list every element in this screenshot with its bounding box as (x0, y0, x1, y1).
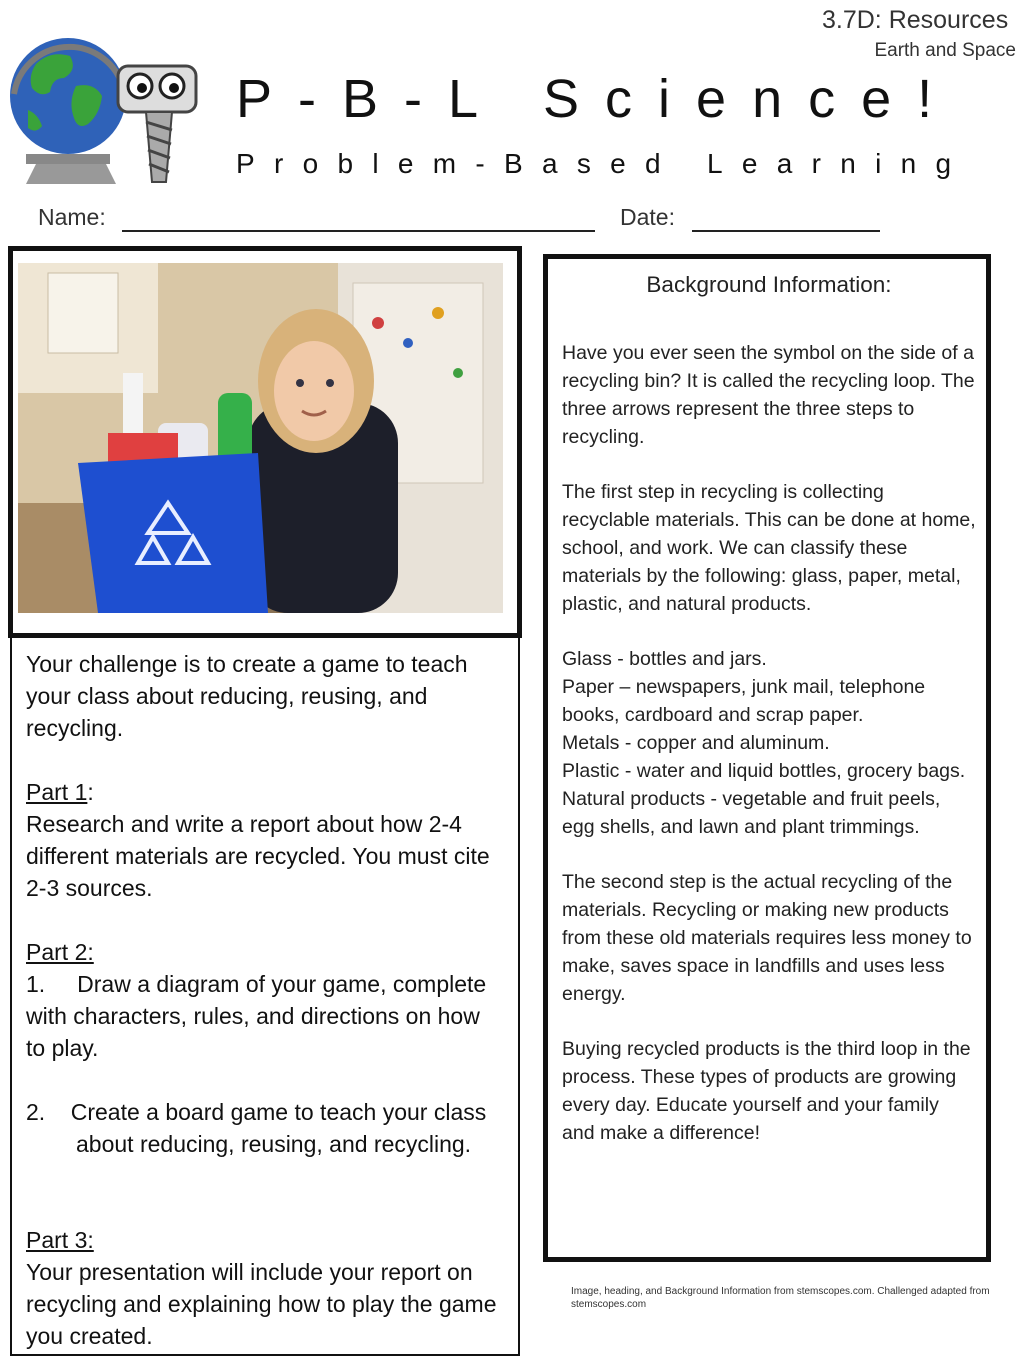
page-title: P-B-L Science! (236, 69, 959, 129)
part2-heading: Part 2: (26, 939, 94, 965)
part1-colon: : (87, 779, 94, 805)
part1-heading: Part 1 (26, 779, 88, 805)
date-label: Date: (620, 204, 675, 230)
part2-item-2-line-2: about reducing, reusing, and recycling. (76, 1131, 472, 1157)
name-line (122, 230, 595, 232)
background-paragraph-4: Buying recycled products is the third loop in the process. These types of products are growing every day. Educate yourself and your family and make a difference! (562, 1038, 971, 1144)
part1-heading-line (26, 776, 504, 808)
challenge-box (10, 636, 520, 1356)
background-info-box (543, 254, 991, 1262)
recycling-girl-photo (18, 263, 503, 613)
part3-text: Your presentation will include your report on recycling and explaining how to play the game you created. (26, 1259, 497, 1349)
material-glass: Glass - bottles and jars. (562, 648, 767, 670)
photo-frame (8, 246, 522, 638)
challenge-intro: Your challenge is to create a game to teach your class about reducing, reusing, and recycling. (26, 651, 468, 741)
subject-label: Earth and Space (874, 40, 1016, 61)
material-paper: Paper – newspapers, junk mail, telephone books, cardboard and scrap paper. (562, 676, 926, 726)
background-paragraph-2: The first step in recycling is collecting recyclable materials. This can be done at home, school, and work. We can classify these materials by the following: glass, paper, metal, plastic, and natural products. (562, 481, 976, 615)
material-metals: Metals - copper and aluminum. (562, 732, 830, 754)
part2-item-2-line-1: 2. Create a board game to teach your class (26, 1099, 487, 1125)
material-plastic: Plastic - water and liquid bottles, grocery bags. (562, 760, 966, 782)
name-label: Name: (38, 204, 106, 230)
part2-item-1: 1. Draw a diagram of your game, complete with characters, rules, and directions on how to play. (26, 971, 493, 1061)
globe-robot-logo (6, 24, 206, 190)
material-natural: Natural products - vegetable and fruit peels, egg shells, and lawn and plant trimmings. (562, 788, 941, 838)
background-heading: Background Information: (646, 272, 892, 297)
part1-text: Research and write a report about how 2-4 different materials are recycled. You must cite 2-3 sources. (26, 811, 490, 901)
date-line (692, 230, 880, 232)
source-credit: Image, heading, and Background Information from stemscopes.com. Challenged adapted from stemscopes.com (571, 1286, 990, 1310)
part3-heading: Part 3: (26, 1227, 94, 1253)
lesson-code: 3.7D: Resources (822, 6, 1009, 34)
page-subtitle: Problem-Based Learning (236, 148, 971, 179)
background-paragraph-3: The second step is the actual recycling of the materials. Recycling or making new products from these old materials requires less money to make, saves space in landfills and uses less energy. (562, 871, 972, 1005)
background-paragraph-1: Have you ever seen the symbol on the side of a recycling bin? It is called the recycling loop. The three arrows represent the three steps to recycling. (562, 342, 975, 448)
